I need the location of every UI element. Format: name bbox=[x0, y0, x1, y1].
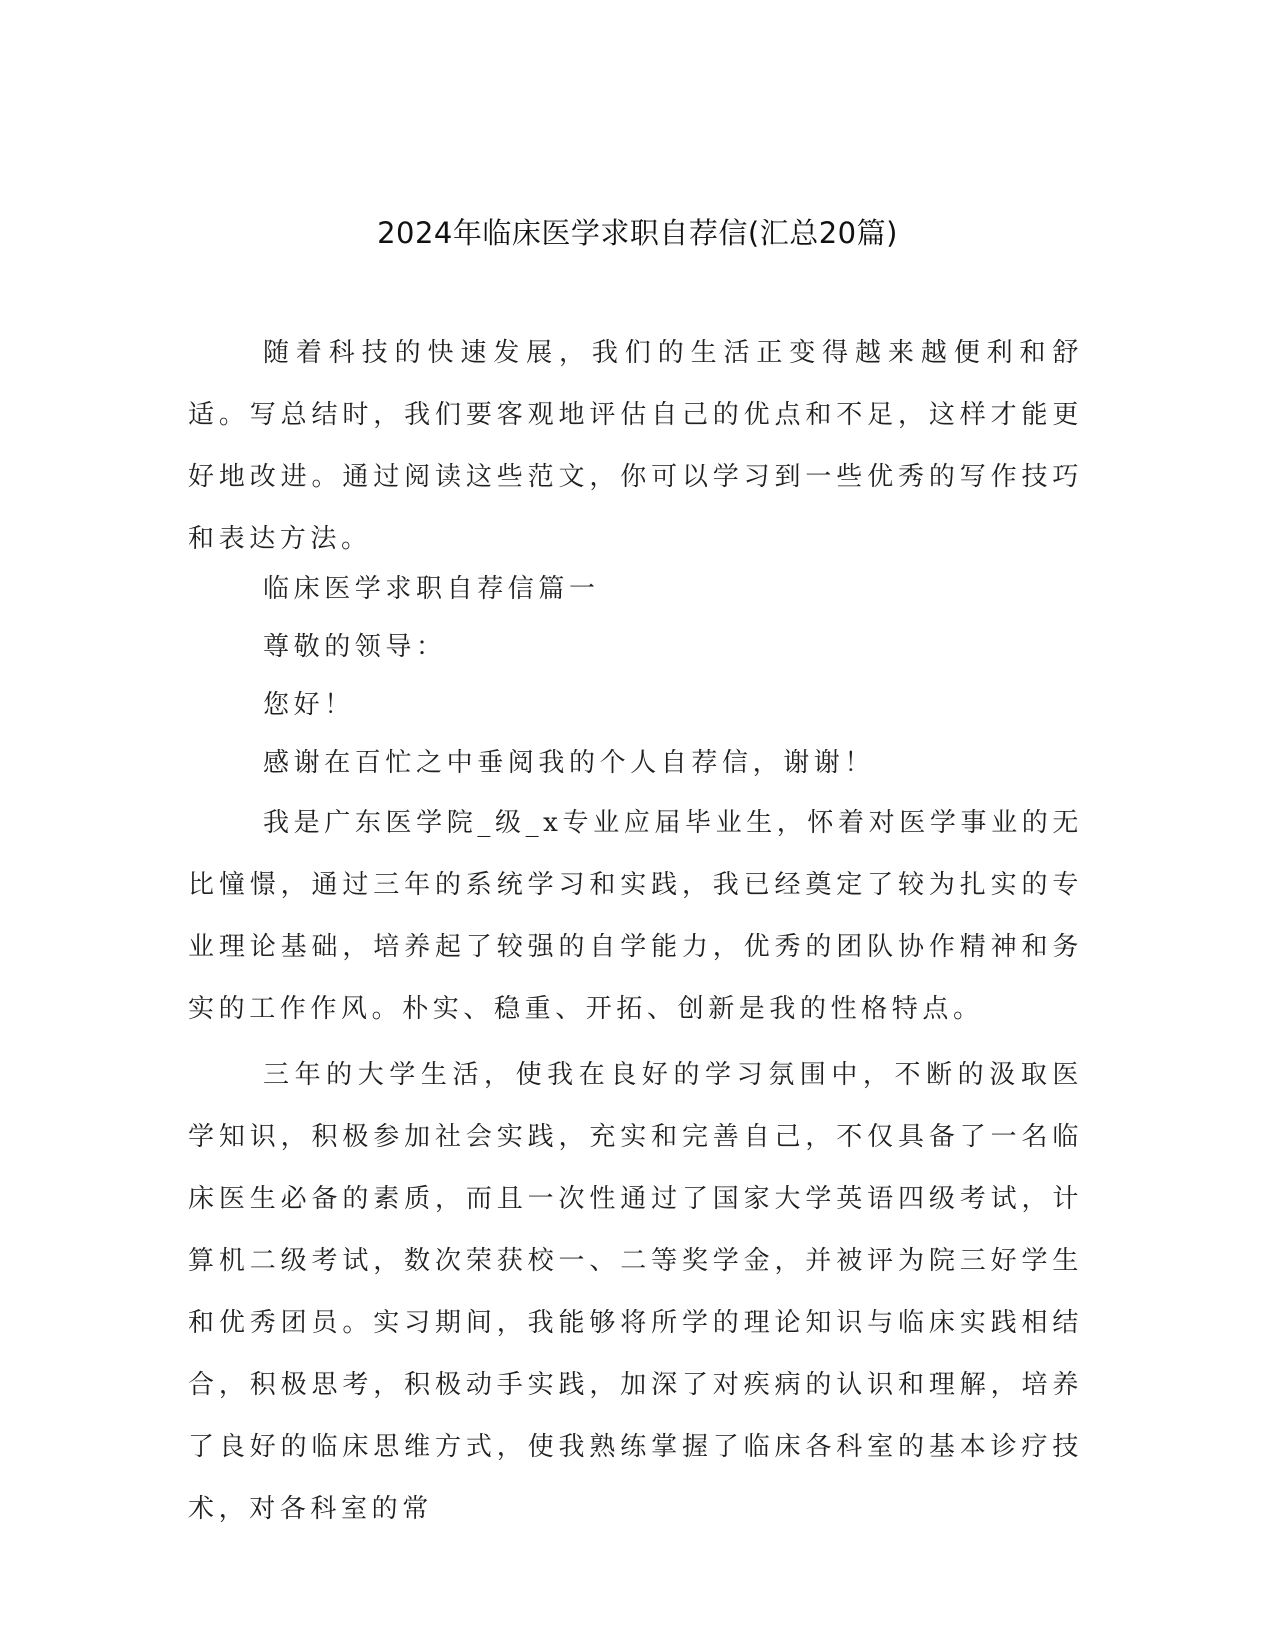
body-paragraph: 三年的大学生活，使我在良好的学习氛围中，不断的汲取医学知识，积极参加社会实践，充实和完善自己，不仅具备了一名临床医生必备的素质，而且一次性通过了国家大学英语四级考试，计算机二级考试，数次荣获校一、二等奖学金，并被评为院三好学生和优秀团员。实习期间，我能够将所学的理论知识与临床实践相结合，积极思考，积极动手实践，加深了对疾病的认识和理解，培养了良好的临床思维方式，使我熟练掌握了临床各科室的基本诊疗技术，对各科室的常 bbox=[188, 1060, 1083, 1524]
section-heading: 临床医学求职自荐信篇一 bbox=[263, 574, 600, 604]
salutation: 尊敬的领导： bbox=[263, 632, 447, 662]
document-body bbox=[188, 322, 1083, 1540]
document-title: 2024年临床医学求职自荐信(汇总20篇) bbox=[377, 216, 898, 250]
greeting: 您好！ bbox=[263, 690, 355, 720]
intro-paragraph: 随着科技的快速发展，我们的生活正变得越来越便利和舒适。写总结时，我们要客观地评估自己的优点和不足，这样才能更好地改进。通过阅读这些范文，你可以学习到一些优秀的写作技巧和表达方法。 bbox=[188, 338, 1083, 554]
body-paragraph: 我是广东医学院_级_x专业应届毕业生，怀着对医学事业的无比憧憬，通过三年的系统学习和实践，我已经奠定了较为扎实的专业理论基础，培养起了较强的自学能力，优秀的团队协作精神和务实的工作作风。朴实、稳重、开拓、创新是我的性格特点。 bbox=[188, 808, 1083, 1024]
thanks-line: 感谢在百忙之中垂阅我的个人自荐信，谢谢！ bbox=[263, 748, 876, 778]
